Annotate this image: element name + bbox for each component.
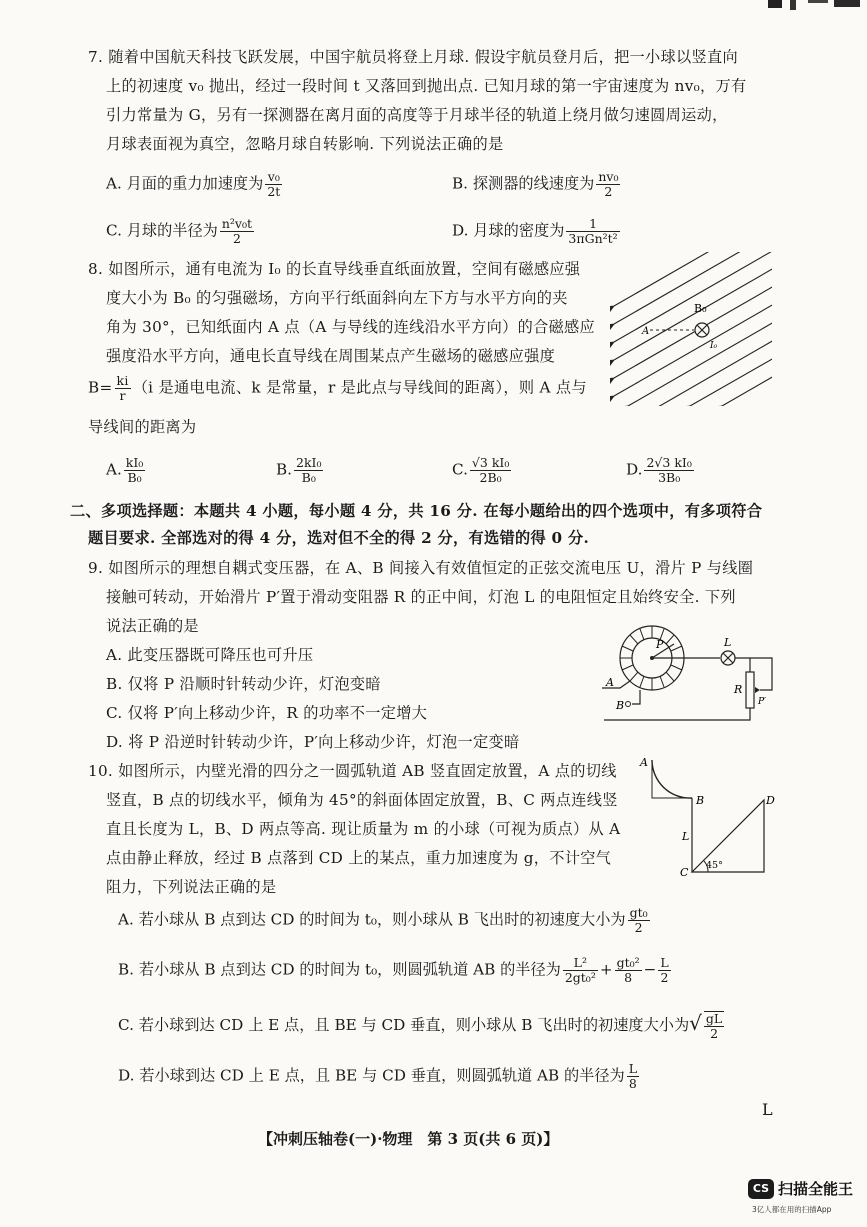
- q10-option-c-num: gL: [705, 1011, 723, 1026]
- q7-option-b-den: 2: [604, 184, 613, 199]
- q7-option-c: [106, 217, 256, 246]
- q8-option-a-num: kI₀: [125, 455, 144, 470]
- label-r: R: [734, 683, 743, 696]
- q10-option-a-num: gt₀: [629, 905, 648, 920]
- q7-option-b-text: B. 探测器的线速度为: [452, 174, 595, 193]
- q7-option-b-num: nv₀: [598, 169, 619, 184]
- q10-option-b-text: B. 若小球从 B 点到达 CD 的时间为 t₀，则圆弧轨道 AB 的半径为: [118, 960, 561, 979]
- terminal-b-wire: [632, 690, 640, 704]
- q10-option-c-den: 2: [710, 1026, 719, 1041]
- q10-option-b-minus: −: [643, 960, 657, 979]
- return-wire: [604, 708, 750, 720]
- label-a: A: [640, 756, 648, 769]
- q8-option-c: [452, 456, 513, 485]
- q8-option-c-den: 2B₀: [479, 470, 502, 485]
- q8-option-a-den: B₀: [127, 470, 142, 485]
- q8-option-c-fraction: [470, 456, 511, 485]
- q7-option-c-fraction: [220, 217, 254, 246]
- label-d: D: [766, 794, 775, 807]
- q8-option-d-den: 3B₀: [658, 470, 681, 485]
- camscanner-logo-icon: CS: [748, 1179, 774, 1199]
- q7-line-2: 上的初速度 v₀ 抛出，经过一段时间 t 又落回到抛出点. 已知月球的第一宇宙速度为 nv₀，万有: [106, 77, 747, 95]
- label-b: B: [616, 699, 625, 712]
- q7-option-d: [452, 217, 622, 246]
- q8-formula-num: ki: [116, 373, 129, 388]
- q10-option-b-den-1: 2gt₀²: [564, 970, 596, 985]
- q10-option-a-den: 2: [634, 920, 643, 935]
- q7-option-a-num: v₀: [265, 170, 282, 185]
- q10-option-c-fraction: [704, 1011, 724, 1041]
- q7-option-b: [452, 170, 622, 199]
- q9-option-c: C. 仅将 P′向上移动少许，R 的功率不一定增大: [106, 704, 428, 722]
- q10-option-d-text: D. 若小球到达 CD 上 E 点，且 BE 与 CD 垂直，则圆弧轨道 AB 的半径为: [118, 1066, 625, 1085]
- q9-line-3: 说法正确的是: [106, 617, 199, 635]
- q10-line-4: 点由静止释放，经过 B 点落到 CD 上的某点，重力加速度为 g，不计空气: [106, 849, 612, 867]
- q10-line-1: 10. 如图所示，内壁光滑的四分之一圆弧轨道 AB 竖直固定放置，A 点的切线: [88, 762, 617, 780]
- q7-line-4: 月球表面视为真空，忽略月球自转影响. 下列说法正确的是: [106, 135, 504, 153]
- q10-option-b-fraction-3: [658, 956, 670, 985]
- q9-option-a: A. 此变压器既可降压也可升压: [106, 646, 314, 664]
- q9-option-b: B. 仅将 P 沿顺时针转动少许，灯泡变暗: [106, 675, 381, 693]
- q10-option-c-text: C. 若小球到达 CD 上 E 点，且 BE 与 CD 垂直，则小球从 B 飞出时的初速度大小为: [118, 1016, 690, 1034]
- q7-option-d-num: 1: [566, 217, 619, 232]
- arc-incline-diagram: [636, 754, 786, 880]
- q10-option-b-plus: +: [599, 960, 613, 979]
- q7-line-1: 7. 随着中国航天科技飞跃发展，中国宇航员将登上月球. 假设宇航员登月后，把一小球以竖直向: [88, 48, 738, 66]
- q8-option-c-text: C.: [452, 460, 468, 479]
- label-l: L: [682, 830, 690, 843]
- transformer-circuit-diagram: [600, 618, 780, 726]
- q8-formula-fraction: [115, 374, 131, 403]
- slider-pp-arrow: [755, 687, 760, 693]
- q7-option-c-text: C. 月球的半径为: [106, 221, 218, 240]
- rheostat-r: [746, 672, 754, 708]
- label-angle-45: 45°: [706, 860, 723, 871]
- q10-option-c: [118, 1011, 726, 1041]
- magnetic-field-diagram: [606, 250, 776, 410]
- arc-support-frame: [652, 760, 692, 798]
- q9-line-1: 9. 如图所示的理想自耦式变压器，在 A、B 间接入有效值恒定的正弦交流电压 U，滑片 P 与线圈: [88, 559, 754, 577]
- q8-line-4: 强度沿水平方向，通电长直导线在周围某点产生磁场的磁感应强度: [106, 347, 556, 365]
- q10-line-3: 直且长度为 L，B、D 两点等高. 现让质量为 m 的小球（可视为质点）从 A: [106, 820, 621, 838]
- q8-option-b-den: B₀: [301, 470, 316, 485]
- scanner-tagline: 3亿人都在用的扫描App: [752, 1205, 832, 1214]
- q8-line-6: 导线间的距离为: [88, 418, 197, 436]
- q10-option-a: [118, 906, 652, 935]
- terminal-b-dot: [626, 702, 631, 707]
- label-b: B: [696, 794, 705, 807]
- q10-option-b-fraction-1: [563, 956, 598, 985]
- q8-line-1: 8. 如图所示，通有电流为 I₀ 的长直导线垂直纸面放置，空间有磁感应强: [88, 260, 581, 278]
- section2-heading-line-1: 二、多项选择题：本题共 4 小题，每小题 4 分，共 16 分. 在每小题给出的四个选项中，有多项符合: [70, 502, 763, 520]
- q10-option-a-fraction: [628, 906, 650, 935]
- scanner-app-name: 扫描全能王: [778, 1180, 854, 1198]
- scan-edge-artifact: [768, 0, 864, 14]
- q10-option-a-text: A. 若小球从 B 点到达 CD 的时间为 t₀，则小球从 B 飞出时的初速度大小为: [118, 910, 626, 929]
- q8-option-d-fraction: [644, 456, 693, 485]
- q8-formula-lhs: B=: [88, 378, 113, 397]
- q7-option-a-text: A. 月面的重力加速度为: [106, 174, 264, 193]
- q8-option-d-text: D.: [626, 460, 643, 479]
- q10-option-b-num-2: gt₀²: [616, 955, 640, 970]
- q8-option-a: [106, 456, 147, 485]
- label-p-prime: P′: [758, 697, 767, 707]
- q8-line-2: 度大小为 B₀ 的匀强磁场，方向平行纸面斜向左下方与水平方向的夹: [106, 289, 568, 307]
- q10-option-b-num-1: L²: [563, 956, 598, 971]
- q7-option-c-num: n²v₀t: [221, 216, 253, 231]
- q7-option-a: [106, 170, 284, 199]
- quarter-arc-track-ab: [652, 760, 692, 798]
- q8-line-5: [88, 374, 587, 403]
- q10-option-d-fraction: [627, 1062, 639, 1091]
- label-p: P: [656, 638, 664, 651]
- label-c: C: [680, 866, 689, 879]
- q8-option-a-fraction: [124, 456, 146, 485]
- q7-option-d-den: 3πGn²t²: [568, 231, 618, 246]
- q10-option-b-den-2: 8: [624, 970, 633, 985]
- q7-line-3: 引力常量为 G，另有一探测器在离月面的高度等于月球半径的轨道上绕月做匀速圆周运动，: [106, 106, 728, 124]
- b0-label: B₀: [694, 302, 707, 315]
- q7-option-d-text: D. 月球的密度为: [452, 221, 565, 240]
- q10-line-2: 竖直，B 点的切线水平，倾角为 45°的斜面体固定放置，B、C 两点连线竖: [106, 791, 618, 809]
- page-footer: 【冲刺压轴卷(一)·物理 第 3 页(共 6 页)】: [258, 1130, 559, 1148]
- q8-option-b-fraction: [294, 456, 323, 485]
- q10-option-b-fraction-2: [615, 956, 642, 985]
- label-l: L: [724, 636, 732, 649]
- q9-option-d: D. 将 P 沿逆时针转动少许，P′向上移动少许，灯泡一定变暗: [106, 733, 520, 751]
- q8-formula-den: r: [119, 388, 126, 403]
- q10-option-d: [118, 1062, 641, 1091]
- incline-45-degree: [692, 800, 764, 872]
- page-corner-mark: L: [762, 1100, 773, 1119]
- q10-option-d-num: L: [628, 1061, 638, 1076]
- scanner-watermark: [748, 1178, 853, 1199]
- q10-option-b-den-3: 2: [660, 970, 669, 985]
- q7-option-a-den: 2t: [267, 184, 281, 199]
- q8-option-b: [276, 456, 325, 485]
- q7-option-c-den: 2: [232, 231, 241, 246]
- label-a: A: [606, 676, 614, 689]
- i0-label: I₀: [710, 341, 718, 351]
- q10-option-d-den: 8: [628, 1076, 637, 1091]
- section2-heading-line-2: 题目要求. 全部选对的得 4 分，选对但不全的得 2 分，有选错的得 0 分.: [88, 529, 590, 547]
- point-a-label: A: [642, 326, 650, 337]
- q8-option-d: [626, 456, 696, 485]
- q10-option-b: [118, 956, 673, 985]
- slider-pivot: [650, 656, 654, 660]
- q8-option-c-num: √3 kI₀: [471, 455, 510, 470]
- q9-line-2: 接触可转动，开始滑片 P′置于滑动变阻器 R 的正中间，灯泡 L 的电阻恒定且始终安全. 下列: [106, 588, 736, 606]
- q8-option-b-text: B.: [276, 460, 292, 479]
- q10-option-b-num-3: L: [660, 955, 669, 970]
- q7-option-a-fraction: [265, 170, 282, 199]
- q8-option-a-text: A.: [106, 460, 122, 479]
- q8-line-5-text: （i 是通电电流、k 是常量，r 是此点与导线间的距离），则 A 点与: [132, 378, 587, 397]
- q8-line-3: 角为 30°，已知纸面内 A 点（A 与导线的连线沿水平方向）的合磁感应: [106, 318, 596, 336]
- q10-option-c-sqrt: √: [689, 1011, 702, 1035]
- q8-option-b-num: 2kI₀: [296, 455, 322, 470]
- q8-option-d-num: 2√3 kI₀: [646, 455, 692, 470]
- q10-line-5: 阻力，下列说法正确的是: [106, 878, 277, 896]
- q7-option-d-fraction: [566, 217, 619, 246]
- q7-option-b-fraction: [596, 170, 620, 199]
